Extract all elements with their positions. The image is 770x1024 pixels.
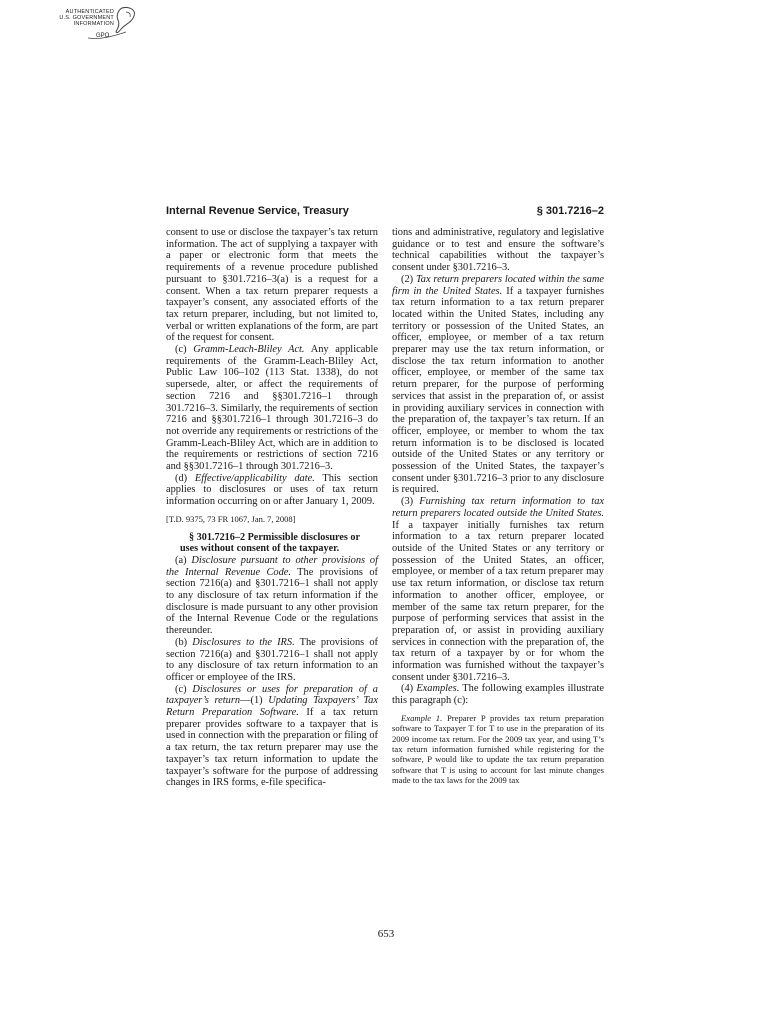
paragraph-c2: (2) Tax return preparers located within the same firm in the United States. If a taxpayer furnishes tax return information to a tax return preparer located within the United States, including any territory or possession of the United States, an officer, employee, or member of a tax return preparer may use the tax return information, or disclose the tax return information to another officer, employee, or member of the same tax return preparer, for the purpose of performing services that assist in the preparation of, or assist in providing auxiliary services in connection with the preparation of, the taxpayer’s tax return. If an officer, employee, or member to whom the tax return information is to be disclosed is located outside of the United States or any territory or possession of the United States, the taxpayer’s consent under §301.7216–3 prior to any disclosure is required.: [392, 273, 604, 496]
paragraph-c-glba: (c) Gramm-Leach-Bliley Act. Any applicable requirements of the Gramm-Leach-Bliley Act, Public Law 106–102 (113 Stat. 1338), do not supersede, alter, or affect the requirements of section 7216 and §§301.7216–1 through 301.7216–3. Similarly, the requirements of section 7216 and §§301.7216–1 through 301.7216–3 do not override any requirements or restrictions of the Gramm-Leach-Bliley Act, which are in addition to the requirements or restrictions of section 7216 and §§301.7216–1 through 301.7216–3.: [166, 344, 378, 473]
gpo-authentication-logo: [30, 4, 140, 44]
running-head: [166, 205, 604, 221]
paragraph-d-effective-date: (d) Effective/applicability date. This section applies to disclosures or uses of tax return information occurring on or after January 1, 2009.: [166, 472, 378, 508]
section-heading: § 301.7216–2 Permissible disclosures or uses without consent of the taxpayer.: [180, 531, 360, 555]
paragraph-b: (b) Disclosures to the IRS. The provisions of section 7216(a) and §301.7216–1 shall not apply to any disclosure of tax return information to an officer or employee of the IRS.: [166, 636, 378, 683]
running-head-agency: Internal Revenue Service, Treasury: [166, 205, 349, 217]
example-1: Example 1. Preparer P provides tax return preparation software to Taxpayer T for T to use in the preparation of its 2009 income tax return. For the 2009 tax year, and using T’s tax return information furnished while registering for the software, P would like to update the tax return preparation software that T is using to account for last minute changes made to the tax laws for the 2009 tax: [392, 712, 604, 786]
logo-caption: [34, 9, 114, 28]
logo-line: INFORMATION: [73, 21, 114, 28]
paragraph: consent to use or disclose the taxpayer’s tax return information. The act of supplying a taxpayer with a paper or electronic form that meets the requirements of a revenue procedure published pursuant to §301.7216–3(a) is a request for a consent. When a tax return preparer requests a taxpayer’s consent, any associated efforts of the tax return preparer, including, but not limited to, verbal or written explanations of the form, are part of the request for consent.: [166, 227, 378, 344]
paragraph-c: (c) Disclosures or uses for preparation of a taxpayer’s return—(1) Updating Taxpayers’ Tax Return Preparation Software. If a tax return preparer provides software to a taxpayer that is used in connection with the preparation or filing of a tax return, the tax return preparer may use the taxpayer’s tax return information to update the taxpayer’s software for the purpose of addressing changes in IRS forms, e-file specifica-: [166, 683, 378, 789]
running-head-section: § 301.7216–2: [536, 205, 604, 217]
page-number: 653: [377, 928, 395, 940]
paragraph-c3: (3) Furnishing tax return information to tax return preparers located outside the United States. If a taxpayer initially furnishes tax return information to a tax return preparer located outside of the United States or any territory or possession of the United States, an officer, employee, or member of a tax return preparer may use tax return information, or disclose tax return information to another officer, employee, or member of the same tax return preparer, for the purpose of performing services that assist in the preparation of, or assist in providing auxiliary services in connection with the preparation of, the tax return of a taxpayer by or for whom the information was furnished without the taxpayer’s consent under §301.7216–3.: [392, 496, 604, 683]
logo-line: U.S. GOVERNMENT: [59, 15, 114, 22]
logo-line: AUTHENTICATED: [65, 9, 114, 15]
source-note: [T.D. 9375, 73 FR 1067, Jan. 7, 2008]: [166, 513, 296, 524]
paragraph-a: (a) Disclosure pursuant to other provisions of the Internal Revenue Code. The provisions of section 7216(a) and §301.7216–1 shall not apply to any disclosure of tax return information if the disclosure is made pursuant to any other provision of the Internal Revenue Code or the regulations thereunder.: [166, 554, 378, 637]
paragraph: tions and administrative, regulatory and legislative guidance or to test and ensure the software’s technical capabilities without the taxpayer’s consent under §301.7216–3.: [392, 227, 604, 274]
right-column: [392, 227, 604, 786]
left-column: [166, 227, 378, 789]
paragraph-c4: (4) Examples. The following examples illustrate this paragraph (c):: [392, 683, 605, 707]
logo-gpo-text: GPO: [96, 33, 110, 39]
